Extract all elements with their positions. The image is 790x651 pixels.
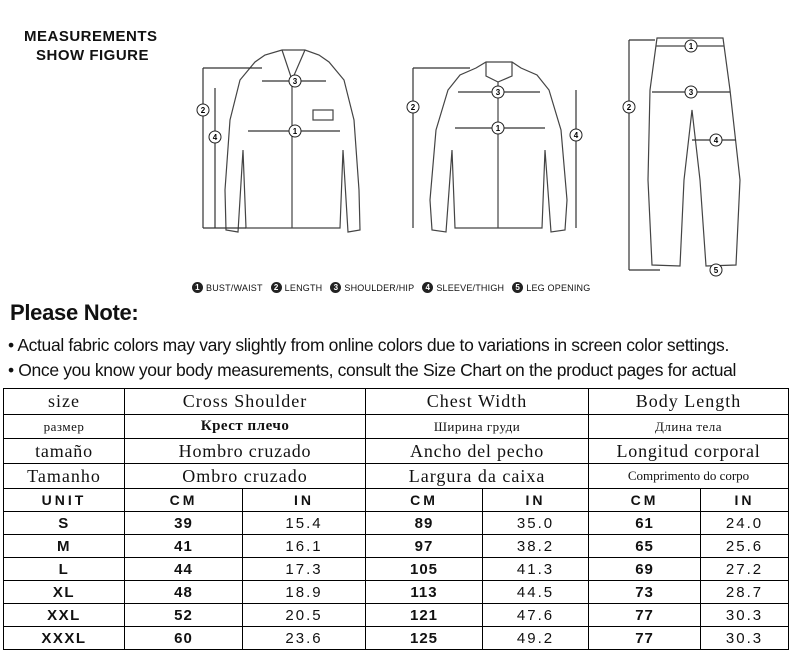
- header-cell: Hombro cruzado: [125, 439, 366, 464]
- value-cell: 97: [366, 535, 483, 558]
- svg-text:3: 3: [495, 88, 501, 97]
- table-row: [4, 604, 789, 627]
- value-cell: 121: [366, 604, 483, 627]
- size-chart-table: [3, 388, 789, 650]
- value-cell: 35.0: [483, 512, 589, 535]
- header-cell: Tamanho: [4, 464, 125, 489]
- value-cell: 30.3: [701, 627, 789, 650]
- svg-text:4: 4: [212, 133, 218, 142]
- size-cell: XXXL: [4, 627, 125, 650]
- header-cell: Ombro cruzado: [125, 464, 366, 489]
- unit-cell: IN: [701, 489, 789, 512]
- legend-item: 3 SHOULDER/HIP: [330, 282, 414, 293]
- size-cell: L: [4, 558, 125, 581]
- value-cell: 23.6: [243, 627, 366, 650]
- size-cell: M: [4, 535, 125, 558]
- marker-jacket-1: [492, 122, 504, 134]
- header-row-es: [4, 439, 789, 464]
- value-cell: 16.1: [243, 535, 366, 558]
- header-chest-width: Chest Width: [366, 389, 589, 415]
- unit-cell: UNIT: [4, 489, 125, 512]
- header-size: size: [4, 389, 125, 415]
- legend-item: 5 LEG OPENING: [512, 282, 590, 293]
- value-cell: 77: [589, 627, 701, 650]
- marker-jacket-3: [492, 86, 504, 98]
- pants-figure: [626, 38, 740, 270]
- unit-cell: CM: [366, 489, 483, 512]
- value-cell: 27.2: [701, 558, 789, 581]
- units-row: [4, 489, 789, 512]
- value-cell: 28.7: [701, 581, 789, 604]
- legend-item: 2 LENGTH: [271, 282, 323, 293]
- header-cell: Длина тела: [589, 415, 789, 439]
- header-cell: Ancho del pecho: [366, 439, 589, 464]
- value-cell: 25.6: [701, 535, 789, 558]
- header-row-en: [4, 389, 789, 415]
- value-cell: 41.3: [483, 558, 589, 581]
- value-cell: 41: [125, 535, 243, 558]
- header-cell: Comprimento do corpo: [589, 464, 789, 489]
- value-cell: 17.3: [243, 558, 366, 581]
- marker-pants-5: [710, 264, 722, 276]
- table-row: [4, 512, 789, 535]
- marker-jacket-2: [407, 101, 419, 113]
- value-cell: 105: [366, 558, 483, 581]
- value-cell: 52: [125, 604, 243, 627]
- measurement-legend: [192, 282, 590, 293]
- svg-text:1: 1: [688, 42, 694, 51]
- marker-shirt-4: [209, 131, 221, 143]
- value-cell: 113: [366, 581, 483, 604]
- unit-cell: IN: [243, 489, 366, 512]
- svg-text:1: 1: [292, 127, 298, 136]
- value-cell: 47.6: [483, 604, 589, 627]
- value-cell: 38.2: [483, 535, 589, 558]
- value-cell: 48: [125, 581, 243, 604]
- value-cell: 89: [366, 512, 483, 535]
- header-cell: размер: [4, 415, 125, 439]
- value-cell: 73: [589, 581, 701, 604]
- header-cell: tamaño: [4, 439, 125, 464]
- value-cell: 44.5: [483, 581, 589, 604]
- svg-text:1: 1: [495, 124, 501, 133]
- svg-text:4: 4: [573, 131, 579, 140]
- table-row: [4, 558, 789, 581]
- header-cell: Longitud corporal: [589, 439, 789, 464]
- size-cell: S: [4, 512, 125, 535]
- legend-item: 1 BUST/WAIST: [192, 282, 263, 293]
- value-cell: 44: [125, 558, 243, 581]
- value-cell: 49.2: [483, 627, 589, 650]
- value-cell: 18.9: [243, 581, 366, 604]
- svg-text:2: 2: [410, 103, 416, 112]
- header-row-ru: [4, 415, 789, 439]
- svg-text:3: 3: [292, 77, 298, 86]
- table-row: [4, 581, 789, 604]
- value-cell: 65: [589, 535, 701, 558]
- value-cell: 125: [366, 627, 483, 650]
- header-cross-shoulder: Cross Shoulder: [125, 389, 366, 415]
- title-line-2: SHOW FIGURE: [36, 47, 149, 64]
- svg-text:2: 2: [200, 106, 206, 115]
- marker-pants-3: [685, 86, 697, 98]
- garment-figures: [0, 0, 790, 300]
- unit-cell: CM: [589, 489, 701, 512]
- marker-pants-1: [685, 40, 697, 52]
- header-body-length: Body Length: [589, 389, 789, 415]
- marker-pants-4: [710, 134, 722, 146]
- note-line-1: • Actual fabric colors may vary slightly from online colors due to variations in screen color settings.: [8, 335, 729, 355]
- value-cell: 30.3: [701, 604, 789, 627]
- svg-text:4: 4: [713, 136, 719, 145]
- header-cell: Крест плечо: [125, 415, 366, 439]
- value-cell: 20.5: [243, 604, 366, 627]
- header-row-pt: [4, 464, 789, 489]
- shirt-figure: [200, 50, 360, 232]
- size-cell: XXL: [4, 604, 125, 627]
- marker-shirt-2: [197, 104, 209, 116]
- value-cell: 61: [589, 512, 701, 535]
- svg-text:2: 2: [626, 103, 632, 112]
- value-cell: 15.4: [243, 512, 366, 535]
- title-line-1: MEASUREMENTS: [24, 28, 158, 45]
- value-cell: 60: [125, 627, 243, 650]
- marker-shirt-3: [289, 75, 301, 87]
- header-cell: Ширина груди: [366, 415, 589, 439]
- note-heading: Please Note:: [10, 300, 139, 325]
- marker-pants-2: [623, 101, 635, 113]
- legend-item: 4 SLEEVE/THIGH: [422, 282, 504, 293]
- value-cell: 77: [589, 604, 701, 627]
- unit-cell: IN: [483, 489, 589, 512]
- size-cell: XL: [4, 581, 125, 604]
- table-row: [4, 535, 789, 558]
- value-cell: 69: [589, 558, 701, 581]
- header-cell: Largura da caixa: [366, 464, 589, 489]
- svg-text:3: 3: [688, 88, 694, 97]
- value-cell: 39: [125, 512, 243, 535]
- svg-text:5: 5: [713, 266, 719, 275]
- unit-cell: CM: [125, 489, 243, 512]
- marker-shirt-1: [289, 125, 301, 137]
- value-cell: 24.0: [701, 512, 789, 535]
- note-line-2: • Once you know your body measurements, consult the Size Chart on the product pages for actual: [8, 360, 737, 380]
- marker-jacket-4: [570, 129, 582, 141]
- table-row: [4, 627, 789, 650]
